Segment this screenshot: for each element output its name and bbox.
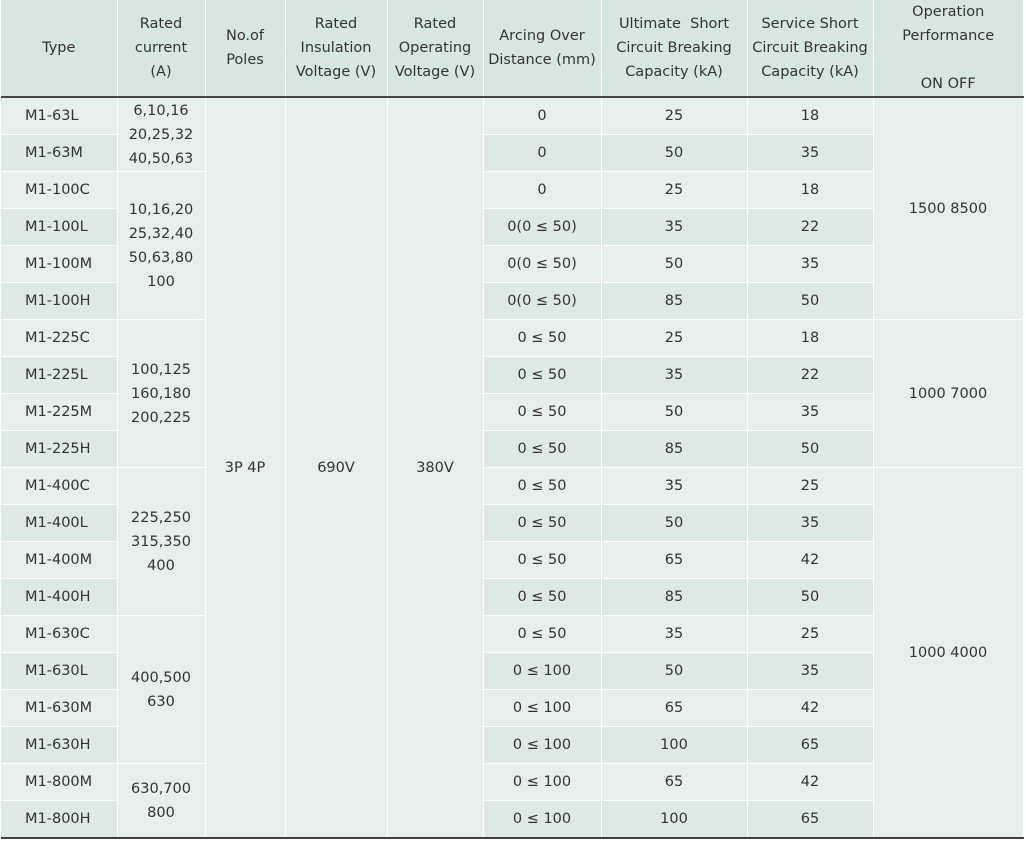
operation-performance-cell: 1000 4000 <box>873 468 1023 839</box>
service-capacity-cell: 35 <box>747 246 873 283</box>
service-capacity-cell: 35 <box>747 505 873 542</box>
rated-current-line: 100 <box>147 273 175 290</box>
arcing-distance-cell: 0 ≤ 50 <box>483 468 601 505</box>
rated-current-line: 10,16,20 <box>128 201 194 218</box>
operating-voltage-cell: 380V <box>387 97 483 838</box>
header-operating-voltage: Rated Operating Voltage (V) <box>387 0 483 97</box>
rated-current-line: 20,25,32 <box>128 126 194 143</box>
rated-current-cell <box>117 468 205 616</box>
rated-current-line: 50,63,80 <box>128 249 194 266</box>
rated-current-line: 6,10,16 <box>133 102 189 119</box>
type-cell: M1-630C <box>1 616 117 653</box>
service-capacity-cell: 18 <box>747 97 873 135</box>
ultimate-capacity-cell: 50 <box>601 653 747 690</box>
table-row <box>1 616 1023 653</box>
service-capacity-cell: 35 <box>747 394 873 431</box>
service-capacity-cell: 50 <box>747 283 873 320</box>
type-cell: M1-225C <box>1 320 117 357</box>
table-row <box>1 764 1023 801</box>
rated-current-cell <box>117 764 205 839</box>
ultimate-capacity-cell: 100 <box>601 727 747 764</box>
service-capacity-cell: 65 <box>747 801 873 839</box>
rated-current-cell <box>117 172 205 320</box>
ultimate-capacity-cell: 50 <box>601 246 747 283</box>
service-capacity-cell: 42 <box>747 542 873 579</box>
rated-current-line: 25,32,40 <box>128 225 194 242</box>
service-capacity-cell: 42 <box>747 690 873 727</box>
ultimate-capacity-cell: 35 <box>601 357 747 394</box>
arcing-distance-cell: 0 ≤ 100 <box>483 727 601 764</box>
arcing-distance-cell: 0 ≤ 100 <box>483 653 601 690</box>
rated-current-cell <box>117 97 205 172</box>
rated-current-line: 160,180 <box>131 385 191 402</box>
rated-current-cell <box>117 616 205 764</box>
ultimate-capacity-cell: 50 <box>601 394 747 431</box>
header-poles: No.of Poles <box>205 0 285 97</box>
breaker-spec-table <box>1 0 1024 839</box>
ultimate-capacity-cell: 50 <box>601 135 747 172</box>
header-rated-current: Rated current (A) <box>117 0 205 97</box>
table-row <box>1 97 1023 135</box>
service-capacity-cell: 50 <box>747 431 873 468</box>
rated-current-line: 400,500 <box>131 669 191 686</box>
service-capacity-cell: 25 <box>747 468 873 505</box>
arcing-distance-cell: 0 ≤ 50 <box>483 320 601 357</box>
type-cell: M1-100H <box>1 283 117 320</box>
type-cell: M1-100C <box>1 172 117 209</box>
ultimate-capacity-cell: 50 <box>601 505 747 542</box>
operation-performance-cell: 1500 8500 <box>873 97 1023 320</box>
type-cell: M1-63L <box>1 97 117 135</box>
arcing-distance-cell: 0 ≤ 50 <box>483 394 601 431</box>
arcing-distance-cell: 0 ≤ 100 <box>483 690 601 727</box>
arcing-distance-cell: 0(0 ≤ 50) <box>483 283 601 320</box>
service-capacity-cell: 18 <box>747 172 873 209</box>
ultimate-capacity-cell: 35 <box>601 468 747 505</box>
operation-performance-cell: 1000 7000 <box>873 320 1023 468</box>
spec-table-container <box>1 0 1023 839</box>
rated-current-line: 225,250 <box>131 509 191 526</box>
service-capacity-cell: 22 <box>747 357 873 394</box>
header-operation-performance: Operation Performance ON OFF <box>873 0 1023 97</box>
table-row <box>1 172 1023 209</box>
ultimate-capacity-cell: 35 <box>601 616 747 653</box>
ultimate-capacity-cell: 100 <box>601 801 747 839</box>
arcing-distance-cell: 0 <box>483 135 601 172</box>
service-capacity-cell: 18 <box>747 320 873 357</box>
rated-current-line: 40,50,63 <box>128 150 194 167</box>
arcing-distance-cell: 0 ≤ 50 <box>483 505 601 542</box>
service-capacity-cell: 65 <box>747 727 873 764</box>
arcing-distance-cell: 0 ≤ 50 <box>483 579 601 616</box>
rated-current-line: 400 <box>147 557 175 574</box>
type-cell: M1-225M <box>1 394 117 431</box>
type-cell: M1-630L <box>1 653 117 690</box>
service-capacity-cell: 22 <box>747 209 873 246</box>
rated-current-cell <box>117 320 205 468</box>
table-row <box>1 468 1023 505</box>
arcing-distance-cell: 0 ≤ 50 <box>483 616 601 653</box>
rated-current-line: 315,350 <box>131 533 191 550</box>
type-cell: M1-225L <box>1 357 117 394</box>
ultimate-capacity-cell: 25 <box>601 172 747 209</box>
service-capacity-cell: 25 <box>747 616 873 653</box>
service-capacity-cell: 35 <box>747 135 873 172</box>
type-cell: M1-630H <box>1 727 117 764</box>
arcing-distance-cell: 0 <box>483 172 601 209</box>
insulation-voltage-cell: 690V <box>285 97 387 838</box>
ultimate-capacity-cell: 35 <box>601 209 747 246</box>
ultimate-capacity-cell: 65 <box>601 690 747 727</box>
service-capacity-cell: 35 <box>747 653 873 690</box>
type-cell: M1-800M <box>1 764 117 801</box>
header-row <box>1 0 1023 97</box>
header-type: Type <box>1 0 117 97</box>
rated-current-line: 100,125 <box>131 361 191 378</box>
ultimate-capacity-cell: 25 <box>601 320 747 357</box>
arcing-distance-cell: 0 <box>483 97 601 135</box>
type-cell: M1-800H <box>1 801 117 839</box>
service-capacity-cell: 42 <box>747 764 873 801</box>
ultimate-capacity-cell: 65 <box>601 764 747 801</box>
ultimate-capacity-cell: 25 <box>601 97 747 135</box>
rated-current-line: 800 <box>147 804 175 821</box>
ultimate-capacity-cell: 65 <box>601 542 747 579</box>
type-cell: M1-400H <box>1 579 117 616</box>
arcing-distance-cell: 0(0 ≤ 50) <box>483 246 601 283</box>
rated-current-line: 200,225 <box>131 409 191 426</box>
header-insulation-voltage: Rated Insulation Voltage (V) <box>285 0 387 97</box>
type-cell: M1-400M <box>1 542 117 579</box>
arcing-distance-cell: 0 ≤ 100 <box>483 764 601 801</box>
ultimate-capacity-cell: 85 <box>601 283 747 320</box>
type-cell: M1-63M <box>1 135 117 172</box>
type-cell: M1-100L <box>1 209 117 246</box>
service-capacity-cell: 50 <box>747 579 873 616</box>
arcing-distance-cell: 0 ≤ 50 <box>483 357 601 394</box>
table-body <box>1 97 1023 838</box>
type-cell: M1-100M <box>1 246 117 283</box>
header-arcing-distance: Arcing Over Distance (mm) <box>483 0 601 97</box>
arcing-distance-cell: 0 ≤ 50 <box>483 542 601 579</box>
type-cell: M1-630M <box>1 690 117 727</box>
type-cell: M1-400L <box>1 505 117 542</box>
type-cell: M1-400C <box>1 468 117 505</box>
type-cell: M1-225H <box>1 431 117 468</box>
rated-current-line: 630,700 <box>131 780 191 797</box>
poles-cell: 3P 4P <box>205 97 285 838</box>
arcing-distance-cell: 0(0 ≤ 50) <box>483 209 601 246</box>
header-ultimate-capacity: Ultimate Short Circuit Breaking Capacity (kA) <box>601 0 747 97</box>
rated-current-line: 630 <box>147 693 175 710</box>
arcing-distance-cell: 0 ≤ 100 <box>483 801 601 839</box>
ultimate-capacity-cell: 85 <box>601 579 747 616</box>
table-row <box>1 320 1023 357</box>
ultimate-capacity-cell: 85 <box>601 431 747 468</box>
header-service-capacity: Service Short Circuit Breaking Capacity (kA) <box>747 0 873 97</box>
arcing-distance-cell: 0 ≤ 50 <box>483 431 601 468</box>
